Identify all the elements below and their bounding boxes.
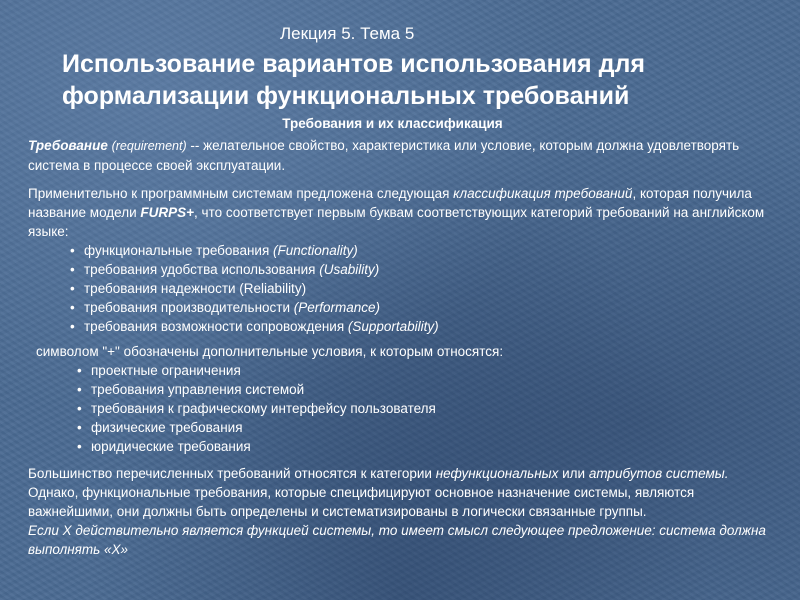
- list-item: [77, 418, 773, 437]
- conclusion-text: Если X действительно является функцией системы, то имеет смысл следующее предложение: система должна выполнять «X»: [28, 523, 766, 557]
- list-item-text: требования производительности: [84, 300, 294, 315]
- classification-paragraph: [28, 184, 773, 241]
- furps-list: [28, 241, 773, 336]
- list-item: [77, 437, 773, 456]
- model-name: FURPS+: [140, 205, 195, 220]
- list-item-text: требования возможности сопровождения: [84, 319, 348, 334]
- slide-title: [62, 48, 782, 112]
- definition-term-en: (requirement): [111, 139, 187, 153]
- bullet-icon: •: [70, 300, 75, 315]
- conclusion-paragraph: [28, 521, 773, 559]
- slide-title-line-2: формализации функциональных требований: [62, 82, 630, 110]
- list-item: [70, 241, 773, 260]
- bullet-icon: •: [70, 319, 75, 334]
- list-item-en: (Performance): [293, 300, 381, 315]
- bullet-icon: •: [77, 363, 82, 378]
- list-item-text: юридические требования: [91, 439, 251, 454]
- bullet-icon: •: [70, 281, 75, 296]
- section-heading: Требования и их классификация: [282, 116, 503, 131]
- bullet-icon: •: [77, 401, 82, 416]
- summary-text-1: Большинство перечисленных требований относятся к категории: [28, 466, 436, 481]
- list-item: [70, 279, 773, 298]
- summary-italic-1: нефункциональных: [435, 466, 559, 481]
- plus-intro: символом "+" обозначены дополнительные условия, к которым относятся:: [36, 344, 504, 359]
- summary-paragraph: [28, 464, 773, 521]
- plus-list: [28, 361, 773, 456]
- summary-text-2: или: [558, 466, 589, 481]
- list-item-text: физические требования: [91, 420, 243, 435]
- bullet-icon: •: [70, 262, 75, 277]
- summary-italic-2: атрибутов системы.: [588, 466, 729, 481]
- list-item-text: проектные ограничения: [91, 363, 241, 378]
- list-item: [77, 361, 773, 380]
- summary-text-3: Однако, функциональные требования, которые специфицируют основное назначение системы, являются важнейшими, они должны быть определены и систематизированы в логически связанные группы.: [28, 485, 695, 519]
- list-item-text: требования надежности: [84, 281, 240, 296]
- list-item: [70, 298, 773, 317]
- bullet-icon: •: [77, 420, 82, 435]
- classification-text-1: Применительно к программным системам предложена следующая: [28, 186, 454, 201]
- definition-term: Требование: [28, 138, 108, 153]
- list-item-text: требования управления системой: [91, 382, 305, 397]
- definition-text: -- желательное свойство, характеристика или условие, которым должна удовлетворять система в процессе своей эксплуатации.: [28, 138, 740, 173]
- list-item: [77, 399, 773, 418]
- list-item-en: (Supportability): [347, 319, 439, 334]
- list-item: [70, 260, 773, 279]
- list-item: [70, 317, 773, 336]
- lecture-label: Лекция 5. Тема 5: [280, 24, 415, 43]
- list-item-en: (Reliability): [239, 281, 307, 296]
- bullet-icon: •: [77, 382, 82, 397]
- bullet-icon: •: [70, 243, 75, 258]
- definition-paragraph: [28, 136, 773, 175]
- list-item-en: (Functionality): [273, 243, 358, 258]
- classification-term: классификация требований: [453, 186, 633, 201]
- list-item-text: требования к графическому интерфейсу пользователя: [91, 401, 436, 416]
- list-item-en: (Usability): [319, 262, 380, 277]
- list-item-text: функциональные требования: [84, 243, 274, 258]
- slide-content: [28, 136, 773, 559]
- list-item: [77, 380, 773, 399]
- classification-text-4: , что соответствует первым буквам соответствующих категорий требований на английском языке:: [28, 205, 765, 239]
- list-item-text: требования удобства использования: [84, 262, 320, 277]
- bullet-icon: •: [77, 439, 82, 454]
- classification-text-3: , которая получила название модели: [28, 186, 752, 220]
- slide-title-line-1: Использование вариантов использования для: [62, 50, 645, 78]
